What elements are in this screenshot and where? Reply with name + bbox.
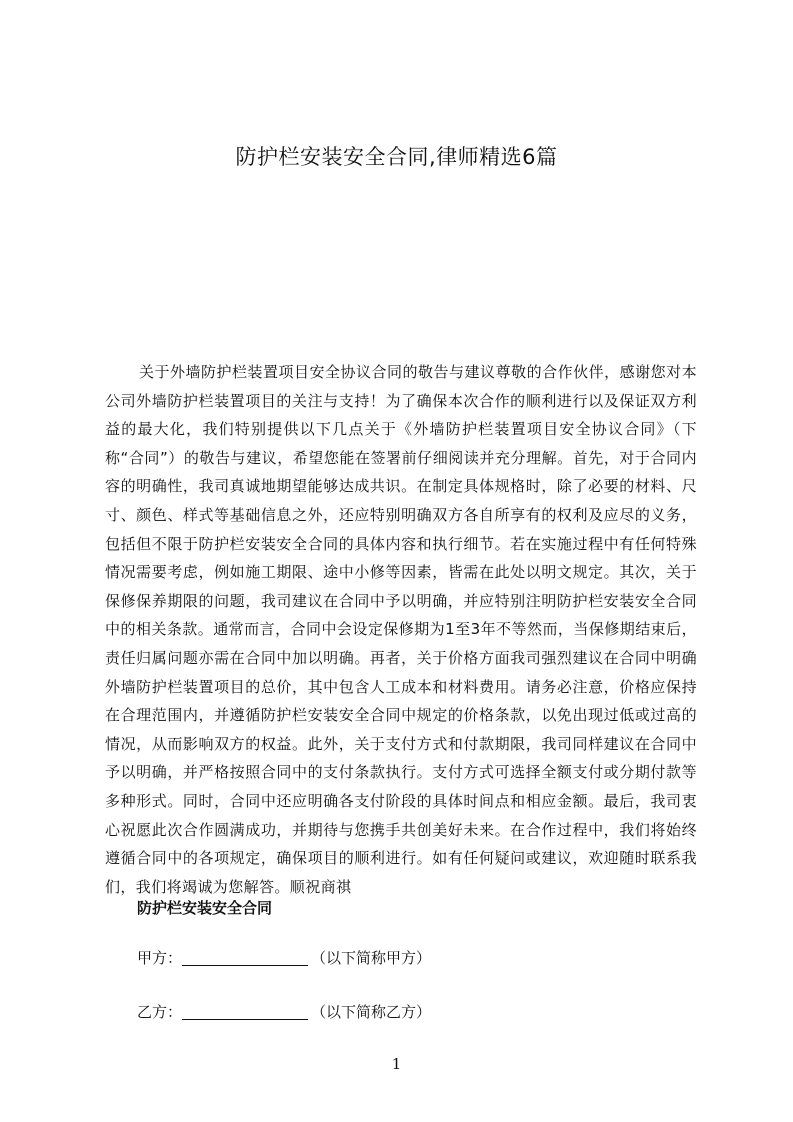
page-number: 1 [391,1055,402,1073]
document-title: 防护栏安装安全合同,律师精选6篇 [235,145,558,169]
intro-paragraph: 关于外墙防护栏装置项目安全协议合同的敬告与建议尊敬的合作伙伴，感谢您对本公司外墙防护栏装置项目的关注与支持！为了确保本次合作的顺利进行以及保证双方利益的最大化，我们特别提供以下几点关于《外墙防护栏装置项目安全协议合同》（下称“合同”）的敬告与建议，希望您能在签署前仔细阅读并充分理解。首先，对于合同内容的明确性，我司真诚地期望能够达成共识。在制定具体规格时，除了必要的材料、尺寸、颜色、样式等基础信息之外，还应特别明确双方各自所享有的权利及应尽的义务，包括但不限于防护栏安装安全合同的具体内容和执行细节。若在实施过程中有任何特殊情况需要考虑，例如施工期限、途中小修等因素，皆需在此处以明文规定。其次，关于保修保养期限的问题，我司建议在合同中予以明确，并应特别注明防护栏安装安全合同中的相关条款。通常而言，合同中会设定保修期为1至3年不等然而，当保修期结束后，责任归属问题亦需在合同中加以明确。再者，关于价格方面我司强烈建议在合同中明确外墙防护栏装置项目的总价，其中包含人工成本和材料费用。请务必注意，价格应保持在合理范围内，并遵循防护栏安装安全合同中规定的价格条款，以免出现过低或过高的情况，从而影响双方的权益。此外，关于支付方式和付款期限，我司同样建议在合同中予以明确，并严格按照合同中的支付条款执行。支付方式可选择全额支付或分期付款等多种形式。同时，合同中还应明确各支付阶段的具体时间点和相应金额。最后，我司衷心祝愿此次合作圆满成功，并期待与您携手共创美好未来。在合作过程中，我们将始终遵循合同中的各项规定，确保项目的顺利进行。如有任何疑问或建议，欢迎随时联系我们，我们将竭诚为您解答。顺祝商祺 [105,363,697,896]
party-b-blank-field[interactable] [182,1003,308,1020]
party-b-line [137,1000,431,1024]
party-a-label: 甲方： [137,949,183,967]
party-a-line [137,946,431,970]
party-b-label: 乙方： [137,1003,183,1021]
party-a-blank-field[interactable] [182,949,308,966]
party-b-suffix: （以下简称乙方） [311,1003,432,1021]
party-a-suffix: （以下简称甲方） [311,949,432,967]
contract-heading: 防护栏安装安全合同 [137,899,273,917]
